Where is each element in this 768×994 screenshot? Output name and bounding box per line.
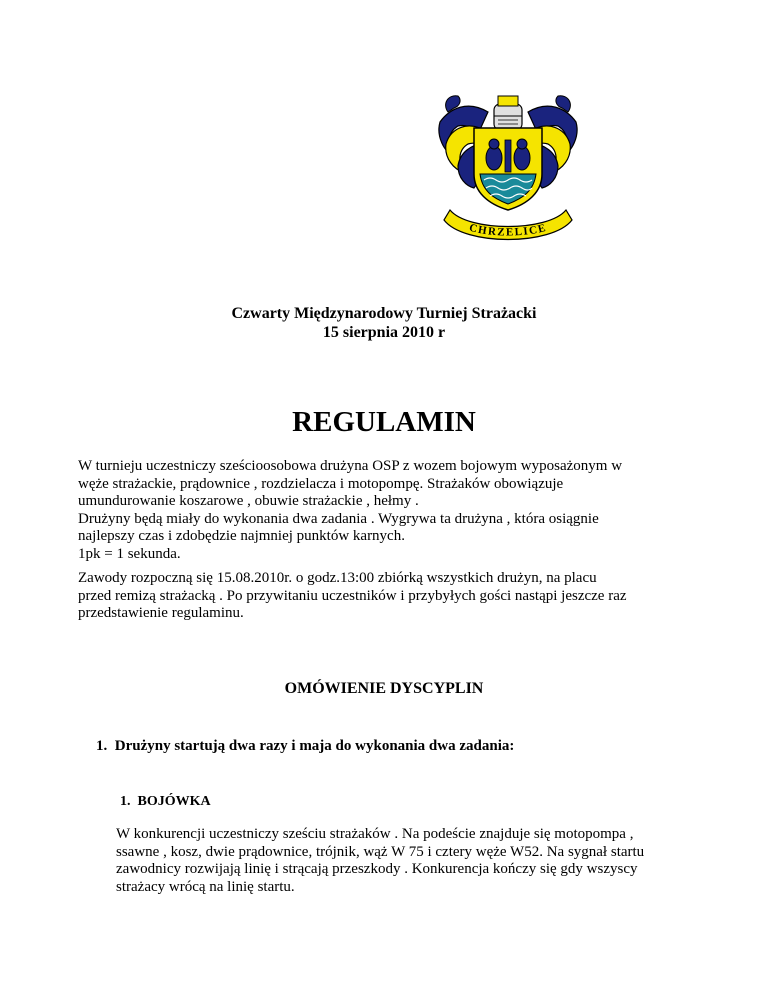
text-line: strażacy wrócą na linię startu.	[116, 878, 295, 895]
section-title: OMÓWIENIE DYSCYPLIN	[284, 680, 484, 697]
text-line: W konkurencji uczestniczy sześciu strażaków . Na podeście znajduje się motopompa ,	[116, 826, 634, 842]
list-number: 1.	[120, 794, 131, 809]
page-title: REGULAMIN	[292, 406, 476, 438]
text-line: przedstawienie regulaminu.	[78, 605, 244, 621]
text-line: W turnieju uczestniczy sześcioosobowa drużyna OSP z wozem bojowym wyposażonym w	[78, 458, 623, 474]
coat-of-arms-crest	[428, 70, 588, 242]
text-line: węże strażackie, prądownice , rozdzielacza i motopompę. Strażaków obowiązuje	[78, 475, 564, 492]
sub-list-item	[120, 794, 211, 810]
helmet	[494, 96, 522, 130]
text-line: zawodnicy rozwijają linię i strącają przeszkody . Konkurencja kończy się gdy wszyscy	[116, 861, 638, 877]
list-item	[96, 738, 514, 755]
tournament-date: 15 sierpnia 2010 r	[322, 324, 446, 341]
svg-text:CHRZELICE	[468, 222, 548, 239]
banner-ribbon	[444, 210, 572, 240]
schedule-paragraph	[78, 570, 698, 623]
text-line: umundurowanie koszarowe , obuwie strażackie , hełmy .	[78, 493, 419, 509]
list-number: 1.	[96, 738, 108, 754]
list-text: BOJÓWKA	[137, 794, 211, 809]
list-text: Drużyny startują dwa razy i maja do wykonania dwa zadania:	[114, 738, 515, 754]
text-line: Drużyny będą miały do wykonania dwa zadania . Wygrywa ta drużyna , która osiągnie	[78, 510, 599, 527]
bojowka-paragraph	[116, 826, 706, 896]
banner-text: CHRZELICE	[467, 221, 549, 239]
intro-paragraph	[78, 458, 698, 563]
shield	[474, 128, 542, 210]
text-line: przed remizą strażacką . Po przywitaniu uczestników i przybyłych gości nastąpi jeszcze raz	[78, 587, 627, 604]
text-line: Zawody rozpoczną się 15.08.2010r. o godz.13:00 zbiórką wszystkich drużyn, na placu	[78, 570, 597, 586]
text-line: najlepszy czas i zdobędzie najmniej punktów karnych.	[78, 528, 405, 544]
tournament-name: Czwarty Międzynarodowy Turniej Strażacki	[231, 305, 537, 322]
text-line: ssawne , kosz, dwie prądownice, trójnik, wąż W 75 i cztery węże W52. Na sygnał startu	[116, 843, 645, 860]
text-line: 1pk = 1 sekunda.	[78, 545, 181, 562]
document-header	[0, 304, 768, 342]
